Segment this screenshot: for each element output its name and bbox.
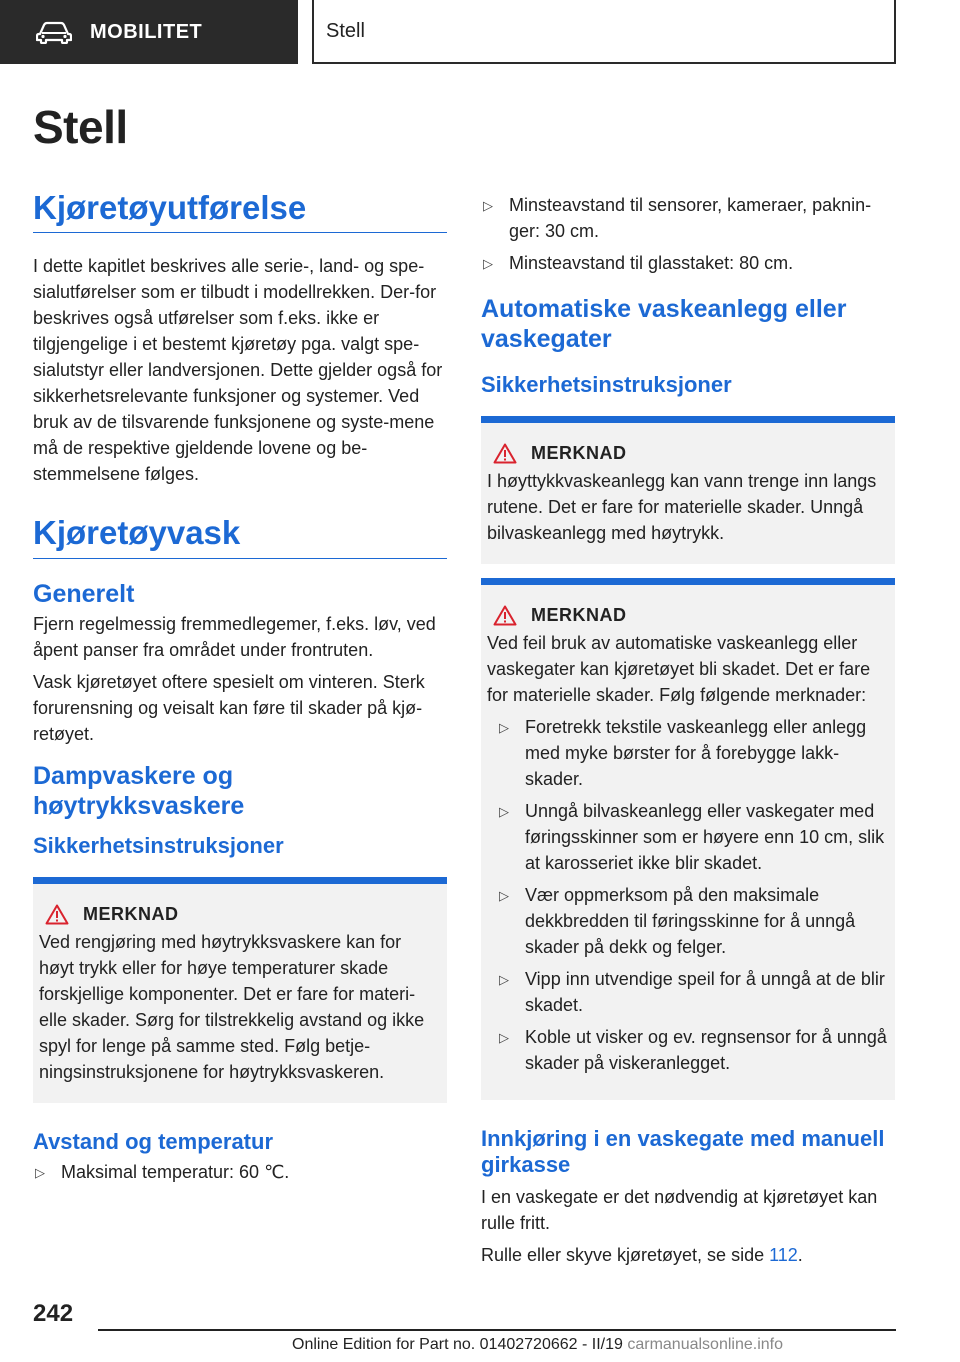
- list-item: [497, 966, 889, 1018]
- triangle-bullet-icon: ▷: [499, 972, 509, 987]
- list-item: [481, 250, 895, 276]
- note-text: Ved feil bruk av automatiske vaskeanlegg eller vaskegater kan kjøretøyet bli skadet. Det er fare for materielle skader. Følg følgende merknader:: [487, 633, 871, 705]
- list-item-text: Vipp inn utvendige speil for å unngå at de blir skadet.: [525, 969, 885, 1015]
- triangle-bullet-icon: ▷: [483, 256, 493, 271]
- triangle-bullet-icon: ▷: [35, 1164, 45, 1180]
- list-item: [497, 1024, 889, 1076]
- list-item-text: Vær oppmerksom på den maksimale dekkbredden til føringsskinne for å unngå skader på dekk og felger.: [525, 885, 856, 957]
- chapter-tab: [0, 0, 298, 64]
- heading-safety-instructions: Sikkerhetsinstruksjoner: [33, 832, 284, 858]
- list-item-text: Maksimal temperatur: 60 ℃.: [61, 1161, 290, 1182]
- warning-triangle-icon: [493, 443, 517, 464]
- list-item-text: Minsteavstand til glasstaket: 80 cm.: [509, 253, 794, 273]
- warning-triangle-icon: [45, 904, 69, 925]
- section-label: Stell: [326, 19, 365, 42]
- page-reference-link[interactable]: 112: [769, 1245, 798, 1265]
- text-span: .: [797, 1245, 803, 1265]
- note-header: [487, 605, 889, 626]
- note-high-pressure-wash: [481, 416, 895, 564]
- heading-vehicle-version: Kjøretøyutførelse: [33, 190, 447, 233]
- list-item-text: Foretrekk tekstile vaskeanlegg eller anlegg med myke børster for å forebygge lakk-skader.: [525, 717, 867, 789]
- list-item-text: Koble ut visker og ev. regnsensor for å unngå skader på viskeranlegget.: [525, 1027, 887, 1073]
- section-header: [312, 0, 896, 64]
- watermark-text: carmanualsonline.info: [627, 1336, 783, 1353]
- heading-car-wash: Kjøretøyvask: [33, 515, 447, 558]
- manual-paragraph-1: I en vaskegate er det nødvendig at kjøretøyet kan rulle fritt.: [481, 1187, 878, 1233]
- heading-safety-instructions: Sikkerhetsinstruksjoner: [481, 372, 732, 397]
- note-high-pressure: [33, 877, 447, 1103]
- page-title: Stell: [33, 101, 128, 153]
- triangle-bullet-icon: ▷: [499, 1030, 509, 1045]
- list-item: [481, 192, 895, 244]
- list-item: [497, 798, 889, 876]
- manual-paragraph-2: [481, 1242, 895, 1268]
- triangle-bullet-icon: ▷: [499, 888, 509, 903]
- heading-general: Generelt: [33, 579, 135, 608]
- triangle-bullet-icon: ▷: [499, 720, 509, 735]
- list-item-text: Minsteavstand til sensorer, kameraer, paknin-ger: 30 cm.: [509, 195, 872, 241]
- list-item: [497, 714, 889, 792]
- warning-triangle-icon: [493, 605, 517, 626]
- note-automatic-wash: [481, 578, 895, 1100]
- edition-text: Online Edition for Part no. 01402720662 - II/19: [292, 1336, 623, 1353]
- note-header: [39, 904, 441, 925]
- general-paragraph-1: Fjern regelmessig fremmedlegemer, f.eks. løv, ved åpent panser fra området under frontruten.: [33, 613, 436, 660]
- list-item-text: Unngå bilvaskeanlegg eller vaskegater med føringsskinner som er høyere enn 10 cm, slik at karosseriet ikke blir skadet.: [525, 801, 885, 873]
- note-title: MERKNAD: [531, 605, 627, 625]
- note-text: Ved rengjøring med høytrykksvaskere kan for høyt trykk eller for høye temperaturer skade forskjellige komponenter. Det er fare for materi-elle skader. Sørg for tilstrekkelig avstand og ikke spyl for lenge på samme sted. Følg betje-ningsinstruksjonene for høytrykksvaskeren.: [39, 931, 425, 1082]
- temperature-list: [33, 1159, 447, 1185]
- triangle-bullet-icon: ▷: [499, 804, 509, 819]
- general-paragraph-2: Vask kjøretøyet oftere spesielt om vinteren. Sterk forurensning og veisalt kan føre til skader på kjø-retøyet.: [33, 671, 425, 744]
- list-item: [497, 882, 889, 960]
- footer-text: [292, 1336, 783, 1354]
- list-item: [33, 1159, 447, 1185]
- distance-list: [481, 192, 895, 276]
- triangle-bullet-icon: ▷: [483, 198, 493, 213]
- heading-automatic-car-wash: Automatiske vaskeanlegg eller vaskegater: [481, 295, 847, 353]
- left-column: [33, 190, 447, 1191]
- intro-paragraph: I dette kapitlet beskrives alle serie-, land- og spe-sialutførelser som er tilbudt i modellrekken. Der-for beskrives også utførelser som f.eks. ikke er tilgjengelige i et bestemt kjøretøy pga. valgt spe-sialutstyr eller landversjonen. Dette gjelder også for sikkerhetsrelevante funksjoner og systemer. Ved bruk av de tilsvarende funksjonene og syste-mene må de respektive gjeldende lovene og be-stemmelsene følges.: [33, 256, 443, 485]
- chapter-label: MOBILITET: [90, 20, 203, 43]
- note-header: [487, 443, 889, 464]
- heading-steam-cleaners: Dampvaskere og høytrykksvaskere: [33, 761, 245, 820]
- right-column: [481, 192, 895, 1274]
- page-number: 242: [33, 1300, 74, 1327]
- note-title: MERKNAD: [83, 903, 179, 924]
- heading-distance-temperature: Avstand og temperatur: [33, 1128, 274, 1154]
- text-span: Rulle eller skyve kjøretøyet, se side: [481, 1245, 770, 1265]
- car-icon: [36, 20, 72, 44]
- footer-divider: [98, 1329, 896, 1331]
- note-title: MERKNAD: [531, 443, 627, 463]
- note-text: I høyttykkvaskeanlegg kan vann trenge inn langs rutene. Det er fare for materielle skader. Unngå bilvaskeanlegg med høytrykk.: [487, 471, 877, 543]
- wash-advice-list: [497, 714, 889, 1076]
- heading-manual-gearbox: Innkjøring i en vaskegate med manuell girkasse: [481, 1126, 885, 1177]
